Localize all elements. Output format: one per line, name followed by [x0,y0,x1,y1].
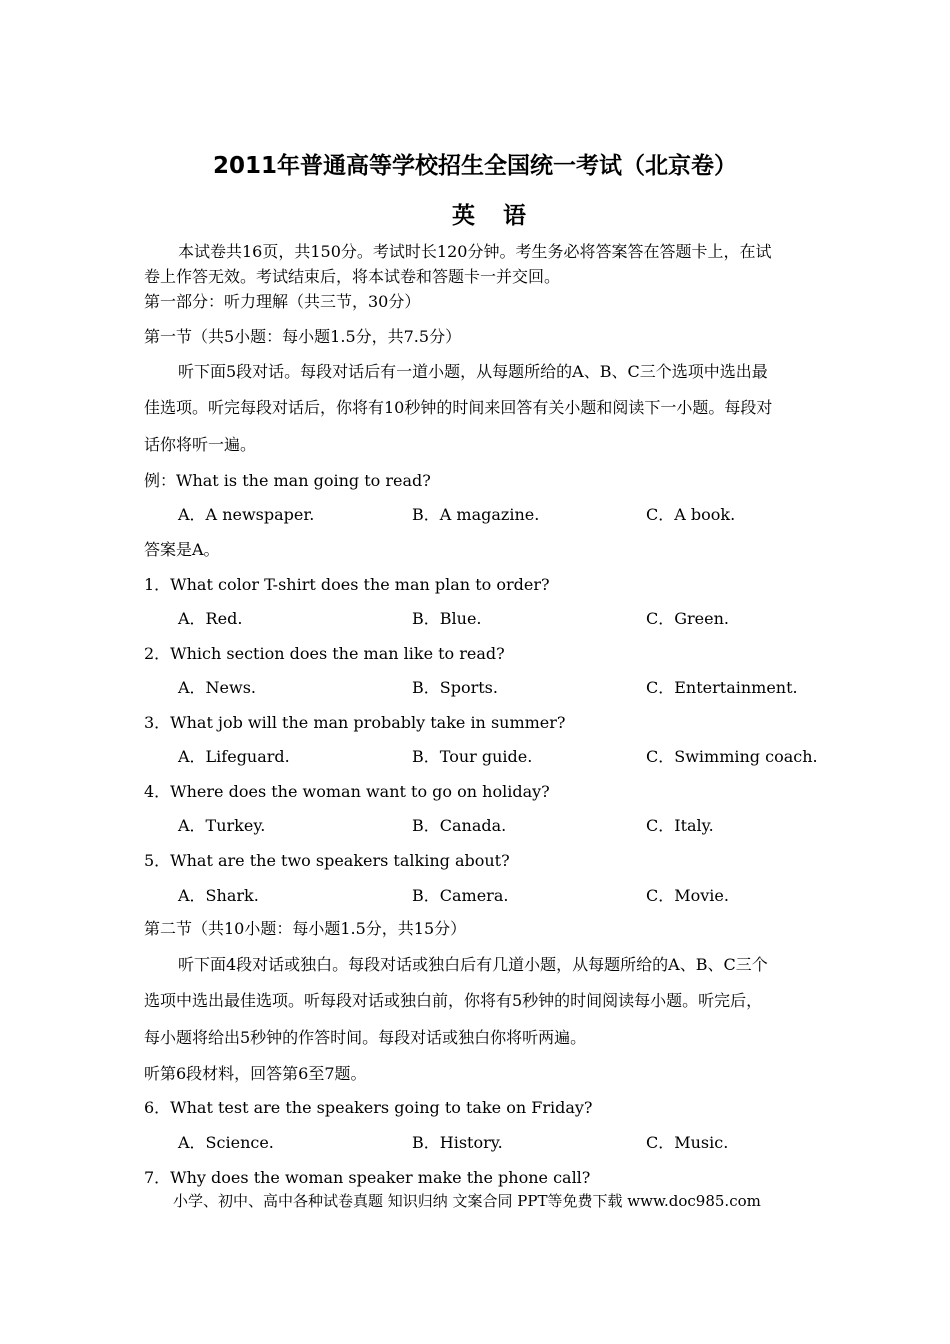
question-7: 7．Why does the woman speaker make the phone call? [144,1168,591,1187]
example-question: 例：What is the man going to read? [144,471,431,490]
question-5: 5．What are the two speakers talking about? [144,851,510,870]
q5-option-a: A．Shark. [178,886,259,905]
q6-option-c: C．Music. [646,1133,729,1152]
q1-option-b: B．Blue. [412,609,482,628]
example-option-b: B．A magazine. [412,505,540,524]
q6-option-a: A．Science. [178,1133,274,1152]
section2-instruction-2: 选项中选出最佳选项。听每段对话或独白前，你将有5秒钟的时间阅读每小题。听完后， [144,991,763,1010]
section1-instruction-3: 话你将听一遍。 [144,435,257,454]
section1-instruction-1: 听下面5段对话。每段对话后有一道小题，从每题所给的A、B、C三个选项中选出最 [178,362,768,381]
q3-option-a: A．Lifeguard. [178,747,290,766]
subject-heading: 英语 [452,203,554,229]
q2-option-c: C．Entertainment. [646,678,798,697]
intro-line-1: 本试卷共16页，共150分。考试时长120分钟。考生务必将答案答在答题卡上，在试 [178,242,772,261]
q5-option-c: C．Movie. [646,886,729,905]
q4-option-b: B．Canada. [412,816,507,835]
question-6: 6．What test are the speakers going to take on Friday? [144,1098,593,1117]
section2-heading: 第二节（共10小题：每小题1.5分，共15分） [144,919,467,938]
question-2: 2．Which section does the man like to read? [144,644,505,663]
example-answer: 答案是A。 [144,540,220,559]
intro-line-2: 卷上作答无效。考试结束后，将本试卷和答题卡一并交回。 [144,267,561,286]
example-option-a: A．A newspaper. [178,505,315,524]
q3-option-b: B．Tour guide. [412,747,533,766]
question-3: 3．What job will the man probably take in summer? [144,713,566,732]
question-4: 4．Where does the woman want to go on holiday? [144,782,550,801]
q6-option-b: B．History. [412,1133,503,1152]
q4-option-c: C．Italy. [646,816,714,835]
q5-option-b: B．Camera. [412,886,509,905]
question-1: 1．What color T-shirt does the man plan to order? [144,575,550,594]
section1-heading: 第一节（共5小题：每小题1.5分，共7.5分） [144,327,462,346]
section1-instruction-2: 佳选项。听完每段对话后，你将有10秒钟的时间来回答有关小题和阅读下一小题。每段对 [144,398,773,417]
q3-option-c: C．Swimming coach. [646,747,818,766]
q4-option-a: A．Turkey. [178,816,266,835]
q2-option-b: B．Sports. [412,678,498,697]
q1-option-c: C．Green. [646,609,730,628]
page-footer: 小学、初中、高中各种试卷真题 知识归纳 文案合同 PPT等免费下载 www.doc985.com [173,1192,761,1210]
q2-option-a: A．News. [178,678,257,697]
page-title: 2011年普通高等学校招生全国统一考试（北京卷） [212,153,737,179]
section2-instruction-1: 听下面4段对话或独白。每段对话或独白后有几道小题，从每题所给的A、B、C三个 [178,955,768,974]
example-option-c: C．A book. [646,505,736,524]
part1-heading: 第一部分：听力理解（共三节，30分） [144,292,421,311]
q1-option-a: A．Red. [178,609,243,628]
material-6-heading: 听第6段材料，回答第6至7题。 [144,1064,367,1083]
section2-instruction-3: 每小题将给出5秒钟的作答时间。每段对话或独白你将听两遍。 [144,1028,587,1047]
